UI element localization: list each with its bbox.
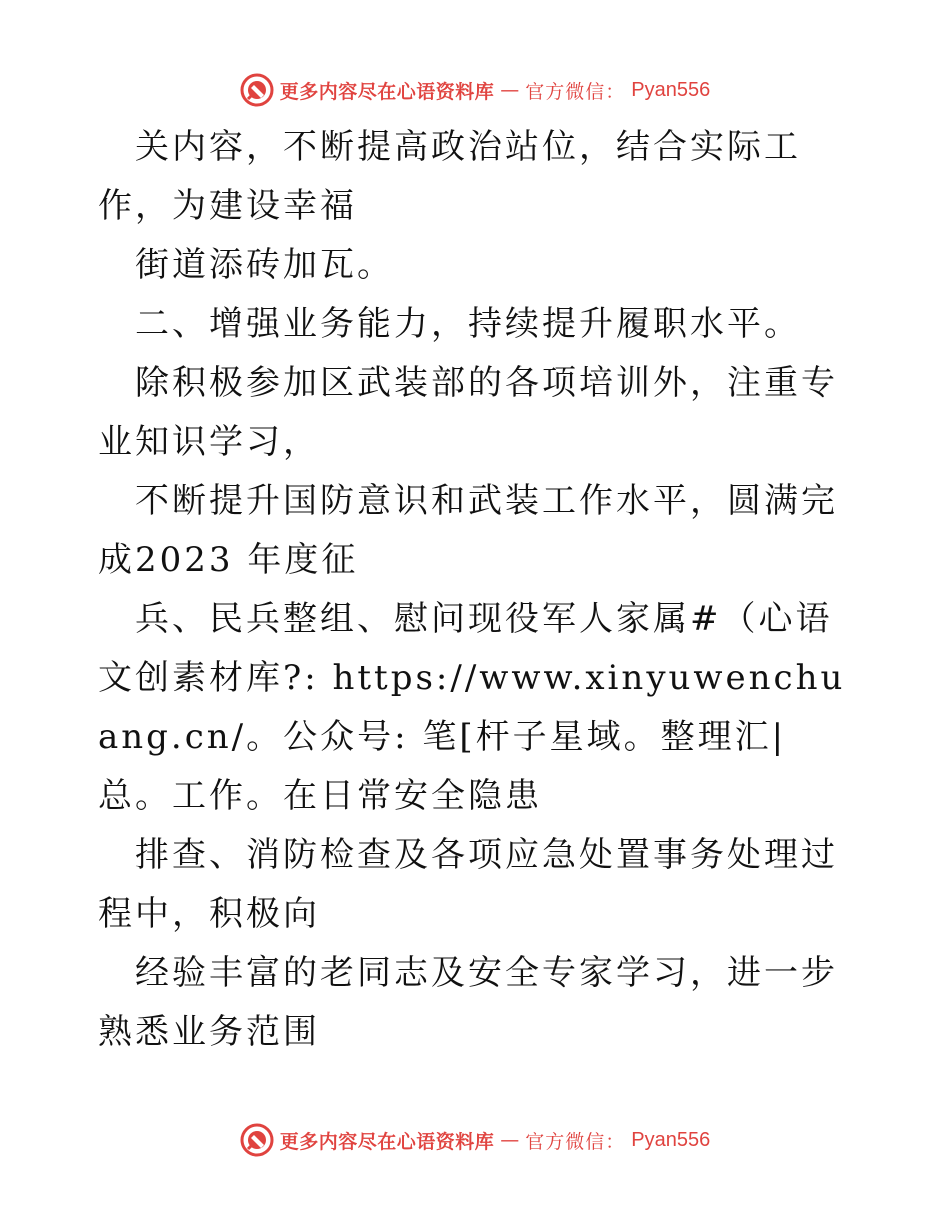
brand-logo-icon	[240, 73, 274, 107]
paragraph: 关内容，不断提高政治站位，结合实际工作，为建设幸福	[98, 127, 801, 226]
paragraph: 不断提升国防意识和武装工作水平，圆满完成2023 年度征	[98, 481, 838, 580]
watermark-id: Pyan556	[631, 78, 711, 101]
brand-logo-icon	[240, 1123, 274, 1157]
footer-watermark	[0, 1120, 950, 1160]
paragraph: 兵、民兵整组、慰问现役军人家属#（心语文创素材库?: https://www.xinyuwenchuang.cn/。公众号: 笔[杆子星域。整理汇|总。工作。在日常安全隐患	[98, 599, 846, 816]
watermark-dash: —	[500, 79, 520, 101]
watermark-brand: 更多内容尽在心语资料库	[279, 80, 495, 103]
watermark-id: Pyan556	[631, 1128, 711, 1151]
paragraph: 经验丰富的老同志及安全专家学习，进一步熟悉业务范围	[98, 953, 838, 1052]
watermark-brand: 更多内容尽在心语资料库	[279, 1130, 495, 1153]
watermark-label: 官方微信：	[525, 1130, 626, 1153]
watermark-dash: —	[500, 1129, 520, 1151]
document-body	[98, 118, 858, 1062]
paragraph: 除积极参加区武装部的各项培训外，注重专业知识学习，	[98, 363, 838, 462]
paragraph: 排查、消防检查及各项应急处置事务处理过程中，积极向	[98, 835, 838, 934]
paragraph: 街道添砖加瓦。	[135, 245, 394, 285]
watermark-label: 官方微信：	[525, 80, 626, 103]
section-heading: 二、增强业务能力，持续提升履职水平。	[135, 304, 801, 344]
header-watermark	[0, 70, 950, 110]
